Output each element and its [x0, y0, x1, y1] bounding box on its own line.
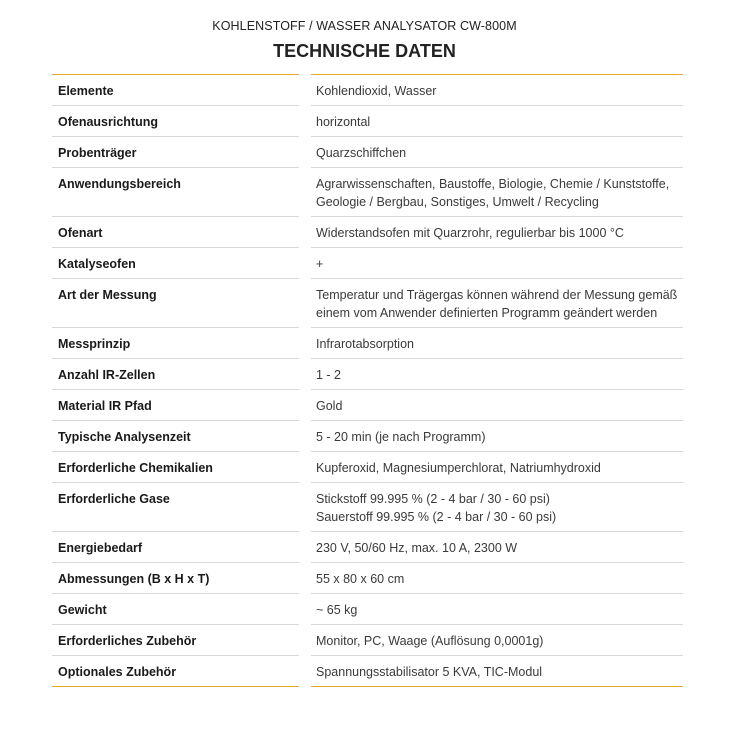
table-row [52, 279, 683, 328]
spec-value: Infrarotabsorption [311, 328, 683, 359]
spec-label: Elemente [52, 75, 299, 106]
spec-value: ~ 65 kg [311, 594, 683, 625]
table-row [52, 359, 683, 390]
spec-label: Material IR Pfad [52, 390, 299, 421]
spec-label: Ofenausrichtung [52, 106, 299, 137]
spec-value: Agrarwissenschaften, Baustoffe, Biologie, Chemie / Kunststoffe, Geologie / Bergbau, Sonstiges, Umwelt / Recycling [311, 168, 683, 217]
spec-value: Kupferoxid, Magnesiumperchlorat, Natriumhydroxid [311, 452, 683, 483]
spec-value: + [311, 248, 683, 279]
table-row [52, 106, 683, 137]
spec-value: 230 V, 50/60 Hz, max. 10 A, 2300 W [311, 532, 683, 563]
spec-value: Gold [311, 390, 683, 421]
page-title: TECHNISCHE DATEN [273, 41, 456, 61]
spec-value: 5 - 20 min (je nach Programm) [311, 421, 683, 452]
table-row [52, 594, 683, 625]
spec-value: 55 x 80 x 60 cm [311, 563, 683, 594]
table-row [52, 137, 683, 168]
table-row [52, 625, 683, 656]
table-row [52, 563, 683, 594]
spec-label: Anzahl IR-Zellen [52, 359, 299, 390]
table-row [52, 483, 683, 532]
spec-label: Messprinzip [52, 328, 299, 359]
table-row [52, 168, 683, 217]
spec-label: Probenträger [52, 137, 299, 168]
spec-label: Anwendungsbereich [52, 168, 299, 217]
spec-table [52, 74, 683, 687]
spec-value: Temperatur und Trägergas können während der Messung gemäß einem vom Anwender definierten Programm geändert werden [311, 279, 683, 328]
table-row [52, 390, 683, 421]
spec-value: Monitor, PC, Waage (Auflösung 0,0001g) [311, 625, 683, 656]
spec-label: Ofenart [52, 217, 299, 248]
spec-label: Katalyseofen [52, 248, 299, 279]
spec-value: Kohlendioxid, Wasser [311, 75, 683, 106]
spec-label: Erforderliche Gase [52, 483, 299, 532]
spec-label: Gewicht [52, 594, 299, 625]
spec-label: Abmessungen (B x H x T) [52, 563, 299, 594]
spec-label: Optionales Zubehör [52, 656, 299, 687]
spec-label: Erforderliches Zubehör [52, 625, 299, 656]
table-row [52, 421, 683, 452]
table-row [52, 248, 683, 279]
table-row [52, 217, 683, 248]
spec-value: Quarzschiffchen [311, 137, 683, 168]
table-row [52, 452, 683, 483]
table-row [52, 532, 683, 563]
spec-value: Widerstandsofen mit Quarzrohr, regulierbar bis 1000 °C [311, 217, 683, 248]
spec-value: 1 - 2 [311, 359, 683, 390]
table-row [52, 75, 683, 106]
table-row [52, 328, 683, 359]
spec-value: Spannungsstabilisator 5 KVA, TIC-Modul [311, 656, 683, 687]
spec-label: Energiebedarf [52, 532, 299, 563]
spec-label: Erforderliche Chemikalien [52, 452, 299, 483]
product-subtitle: KOHLENSTOFF / WASSER ANALYSATOR CW-800M [212, 19, 517, 33]
spec-label: Typische Analysenzeit [52, 421, 299, 452]
spec-value: Stickstoff 99.995 % (2 - 4 bar / 30 - 60 psi) Sauerstoff 99.995 % (2 - 4 bar / 30 - 60 psi) [311, 483, 683, 532]
table-row [52, 656, 683, 687]
spec-label: Art der Messung [52, 279, 299, 328]
spec-value: horizontal [311, 106, 683, 137]
